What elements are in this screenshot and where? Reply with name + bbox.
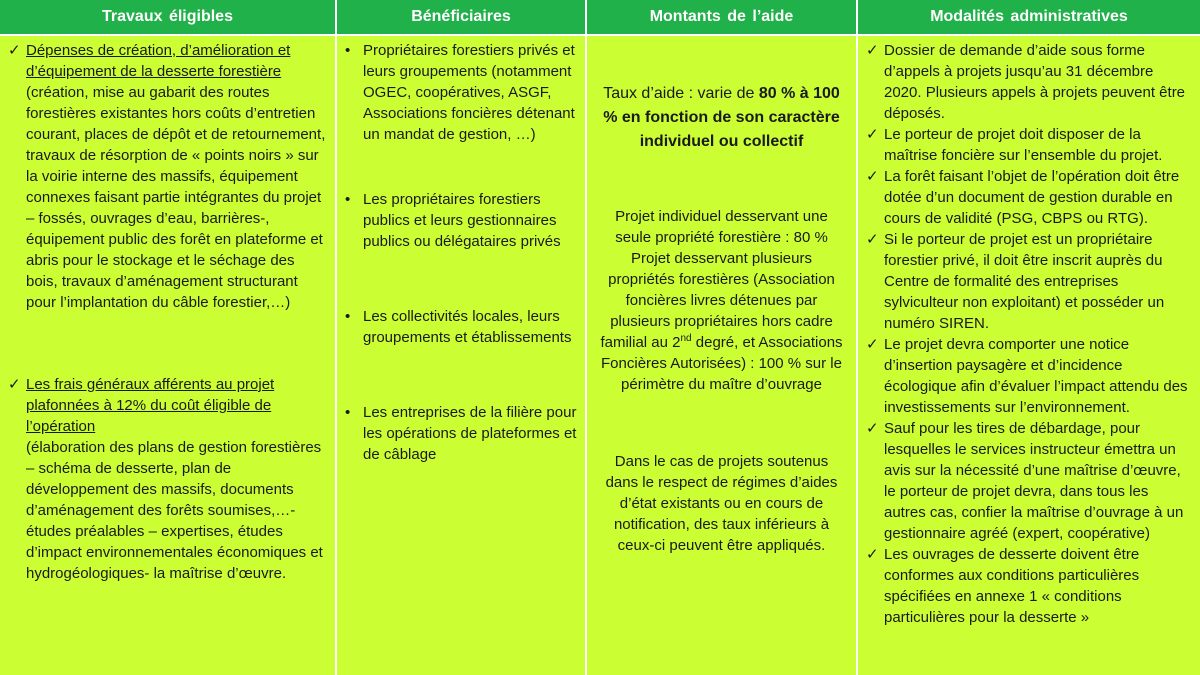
header-modalites-administratives: Modalités administratives (858, 0, 1200, 36)
check-icon: ✓ (866, 42, 879, 59)
admin-item-text: Le porteur de projet doit disposer de la maîtrise foncière sur l’ensemble du projet. (884, 126, 1163, 164)
check-icon: ✓ (866, 420, 879, 437)
admin-item-text: Les ouvrages de desserte doivent être conformes aux conditions particulières spécifiées en annexe 1 « conditions particulières pour la desserte » (884, 546, 1140, 626)
header-montants-aide: Montants de l’aide (587, 0, 858, 36)
aid-rate-details-text: degré, et Associations Foncières Autorisées) : 100 % sur le périmètre du maître d’ouvrage (601, 334, 843, 393)
bullet-icon: • (345, 191, 351, 208)
admin-item (866, 334, 1194, 418)
column-montants-aide (587, 36, 858, 675)
admin-item (866, 544, 1194, 628)
aid-rate (597, 82, 846, 154)
aid-rate-note: Dans le cas de projets soutenus dans le respect de régimes d’aides d’état existants ou en cours de notification, des taux inférieurs à ceux-ci peuvent être appliqués. (605, 453, 838, 554)
eligible-work-item (8, 40, 329, 313)
ordinal-suffix: nd (680, 333, 692, 344)
admin-item (866, 229, 1194, 334)
admin-item-text: Le projet devra comporter une notice d’insertion paysagère et d’incidence écologique afin d’évaluer l’impact attendu des investissements sur l’environnement. (884, 336, 1188, 416)
aid-rate-details-text: Projet individuel desservant une seule propriété forestière : 80 % Projet desservant plusieurs propriétés forestières (Association foncières livres détenues par plusieurs propriétaires hors cadre familial au 2 (600, 208, 835, 351)
header-travaux-eligibles: Travaux éligibles (0, 0, 337, 36)
check-icon: ✓ (866, 336, 879, 353)
beneficiary-text: Les entreprises de la filière pour les opérations de plateformes et de câblage (363, 404, 577, 463)
beneficiary-text: Les collectivités locales, leurs groupements et établissements (363, 308, 572, 346)
admin-item (866, 166, 1194, 229)
eligible-work-item (8, 374, 329, 584)
admin-item-text: Dossier de demande d’aide sous forme d’appels à projets jusqu’au 31 décembre 2020. Plusieurs appels à projets peuvent être déposés. (884, 42, 1186, 122)
check-icon: ✓ (8, 42, 21, 59)
beneficiary-item (345, 306, 577, 348)
beneficiary-item (345, 40, 577, 145)
beneficiary-text: Les propriétaires forestiers publics et leurs gestionnaires publics ou délégataires privés (363, 191, 561, 250)
admin-item (866, 124, 1194, 166)
beneficiary-item (345, 402, 577, 465)
column-travaux-eligibles (0, 36, 337, 675)
admin-item-text: La forêt faisant l’objet de l’opération doit être dotée d’un document de gestion durable en cours de validité (PSG, CBPS ou RTG). (884, 168, 1180, 227)
check-icon: ✓ (866, 546, 879, 563)
eligible-work-description: (création, mise au gabarit des routes forestières existantes hors coûts d’entretien courant, places de dépôt et de retournement, travaux de résorption de « points noirs » sur la voirie interne des massifs, équipement connexes faisant partie intégrantes du projet – fossés, ouvrages d’eau, barrières-, équipement public des forêt en plateforme et abris pour le stockage et le séchage des bois, travaux d’aménagement structurant pour l’implantation du câble forestier,…) (26, 84, 326, 311)
bullet-icon: • (345, 404, 351, 421)
admin-item-text: Si le porteur de projet est un propriétaire forestier privé, il doit être inscrit auprès du Centre de formalité des entreprises sylviculteur non exploitant) et posséder un numéro SIREN. (884, 231, 1165, 332)
eligible-work-title: Les frais généraux afférents au projet plafonnées à 12% du coût éligible de l’opération (26, 376, 275, 435)
aid-rate-range: 80 % à 100 % en fonction de son caractère individuel ou collectif (603, 85, 840, 150)
admin-item-text: Sauf pour les tires de débardage, pour lesquelles le services instructeur émettra un avis sur la nécessité d’une maîtrise d’œuvre, le porteur de projet devra, dans tous les autres cas, confier la maîtrise d’ouvrage à un gestionnaire agréé (expert, coopérative) (884, 420, 1184, 542)
eligible-work-description: (élaboration des plans de gestion forestières – schéma de desserte, plan de développement des massifs, documents d’aménagement des forêts soumises,…- études préalables – expertises, études d’impact environnementales économiques et hydrogéologiques- la maîtrise d’œuvre. (26, 439, 323, 582)
check-icon: ✓ (866, 231, 879, 248)
admin-item (866, 40, 1194, 124)
check-icon: ✓ (866, 126, 879, 143)
admin-item (866, 418, 1194, 544)
beneficiary-item (345, 189, 577, 252)
bullet-icon: • (345, 42, 351, 59)
check-icon: ✓ (8, 376, 21, 393)
check-icon: ✓ (866, 168, 879, 185)
column-beneficiaires (337, 36, 587, 675)
beneficiary-text: Propriétaires forestiers privés et leurs groupements (notamment OGEC, coopératives, ASGF, Associations foncières détenant un mandat de gestion, …) (363, 42, 575, 143)
aid-rate-details (597, 206, 846, 395)
eligible-work-title: Dépenses de création, d’amélioration et d’équipement de la desserte forestière (26, 42, 291, 80)
bullet-icon: • (345, 308, 351, 325)
header-beneficiaires: Bénéficiaires (337, 0, 587, 36)
aid-rate-prefix: Taux d’aide : varie de (603, 85, 759, 102)
column-modalites-administratives (858, 36, 1200, 675)
